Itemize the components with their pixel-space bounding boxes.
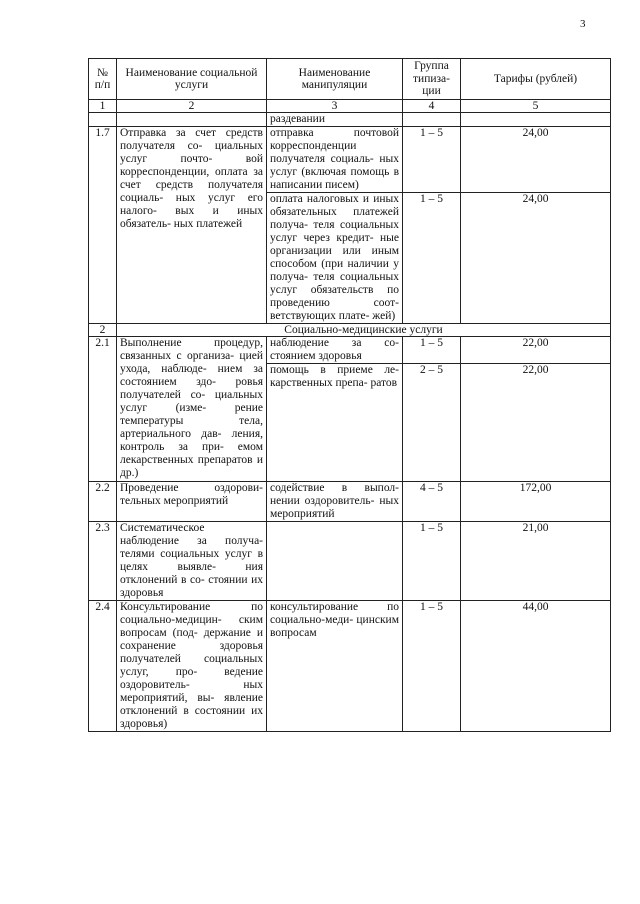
- tariff-cell: 22,00: [461, 364, 611, 482]
- group-cell: 1 – 5: [403, 601, 461, 732]
- tariff-table: [88, 58, 611, 732]
- continuation-row: [89, 113, 611, 127]
- service-cell: Отправка за счет средств получателя со- циальных услуг почто- вой корреспонденции, оплата за счет средств получателя социаль- ных услуг его налого- вых и иных обязатель- ных платежей: [117, 127, 267, 324]
- row-number: 2.4: [89, 601, 117, 732]
- group-cell: 1 – 5: [403, 193, 461, 324]
- service-cell: Проведение оздорови- тельных мероприятий: [117, 482, 267, 522]
- group-cell: 1 – 5: [403, 127, 461, 193]
- row-number: 1.7: [89, 127, 117, 324]
- group-cell: 1 – 5: [403, 337, 461, 364]
- manipulation-cell: наблюдение за со- стоянием здоровья: [267, 337, 403, 364]
- header-row: [89, 59, 611, 100]
- column-index: 4: [403, 100, 461, 113]
- tariff-cell: 44,00: [461, 601, 611, 732]
- table-row: [89, 127, 611, 193]
- group-cell: 4 – 5: [403, 482, 461, 522]
- group-cell: 1 – 5: [403, 522, 461, 601]
- column-index: 5: [461, 100, 611, 113]
- manipulation-cell: [267, 522, 403, 601]
- tariff-cell: 172,00: [461, 482, 611, 522]
- row-number: 2.3: [89, 522, 117, 601]
- tariff-cell: 24,00: [461, 193, 611, 324]
- manipulation-cell: отправка почтовой корреспонденции получателя социаль- ных услуг (включая помощь в написании писем): [267, 127, 403, 193]
- tariff-cell: 24,00: [461, 127, 611, 193]
- manipulation-cell: раздевании: [267, 113, 403, 127]
- tariff-cell: 21,00: [461, 522, 611, 601]
- column-index: 3: [267, 100, 403, 113]
- service-cell: Консультирование по социально-медицин- ским вопросам (под- держание и сохранение здоровья получателей социальных услуг, про- ведение оздоровитель- ных мероприятий, вы- явление отклонений в состоянии их здоровья): [117, 601, 267, 732]
- manipulation-cell: оплата налоговых и иных обязательных платежей получа- теля социальных услуг через кредит- ные организации или иным способом (при наличии у получа- теля социальных услуг обязательств по проведению соот- ветствующих плате- жей): [267, 193, 403, 324]
- row-number: 2.2: [89, 482, 117, 522]
- section-row: [89, 324, 611, 337]
- section-number: 2: [89, 324, 117, 337]
- manipulation-cell: содействие в выпол- нении оздоровитель- ных мероприятий: [267, 482, 403, 522]
- header-tariff: Тарифы (рублей): [461, 59, 611, 100]
- manipulation-cell: помощь в приеме ле- карственных препа- ратов: [267, 364, 403, 482]
- table-row: [89, 601, 611, 732]
- group-cell: 2 – 5: [403, 364, 461, 482]
- service-cell: Выполнение процедур, связанных с организа- цией ухода, наблюде- нием за состоянием здо- ровья получателей со- циальных услуг (изме- рение температуры тела, артериального дав- ления, контроль за при- емом лекарственных препаратов и др.): [117, 337, 267, 482]
- table-row: [89, 337, 611, 364]
- column-index: 2: [117, 100, 267, 113]
- service-cell: Систематическое наблюдение за получа- телями социальных услуг в целях выявле- ния отклонений в со- стоянии их здоровья: [117, 522, 267, 601]
- table-row: [89, 482, 611, 522]
- section-title: Социально-медицинские услуги: [117, 324, 611, 337]
- column-index: 1: [89, 100, 117, 113]
- row-number: 2.1: [89, 337, 117, 482]
- column-index-row: [89, 100, 611, 113]
- tariff-cell: 22,00: [461, 337, 611, 364]
- header-number: № п/п: [89, 59, 117, 100]
- header-service: Наименование социальной услуги: [117, 59, 267, 100]
- header-group: Группа типиза- ции: [403, 59, 461, 100]
- manipulation-cell: консультирование по социально-меди- цинским вопросам: [267, 601, 403, 732]
- header-manipulation: Наименование манипуляции: [267, 59, 403, 100]
- table-row: [89, 522, 611, 601]
- page-number: 3: [580, 18, 586, 30]
